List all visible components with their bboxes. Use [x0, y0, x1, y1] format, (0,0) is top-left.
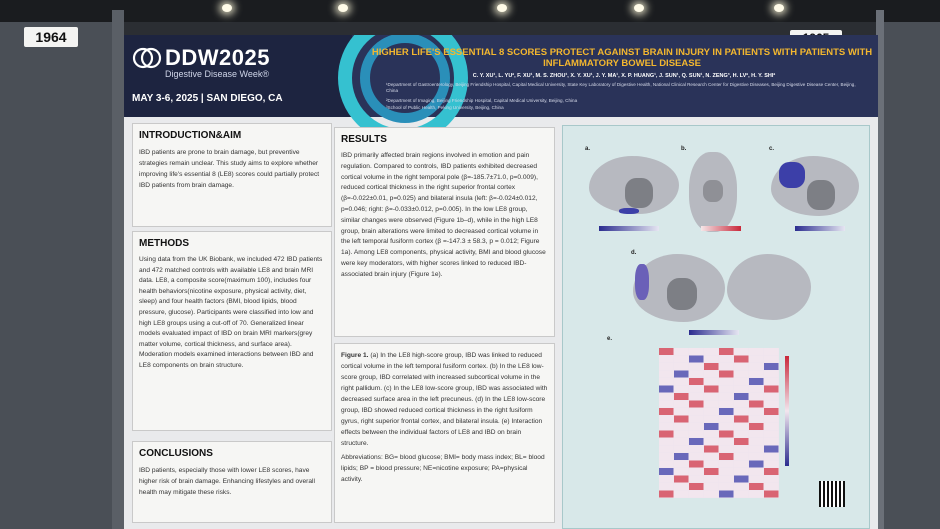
- heatmap-cell: [764, 378, 779, 385]
- figure-1: [562, 125, 870, 529]
- heatmap-cell: [689, 483, 704, 490]
- heatmap-cell: [764, 453, 779, 460]
- abbreviations: Abbreviations: BG= blood glucose; BMI= body mass index; BL= blood lipids; BP = blood pressure; NE=nicotine exposure; PA=physical activity.: [341, 454, 545, 483]
- heatmap-cell: [719, 393, 734, 400]
- heatmap-cell: [659, 363, 674, 370]
- brain-stem: [625, 178, 653, 208]
- methods-heading: METHODS: [139, 238, 189, 249]
- heatmap-cell: [704, 453, 719, 460]
- heatmap-cell: [689, 431, 704, 438]
- heatmap-cell: [659, 393, 674, 400]
- heatmap-cell: [704, 371, 719, 378]
- heatmap-cell: [674, 348, 689, 355]
- colorbar-a: [599, 226, 659, 231]
- heatmap-cell: [659, 461, 674, 468]
- heatmap-cell: [764, 423, 779, 430]
- heatmap-cell: [689, 423, 704, 430]
- heatmap-cell: [689, 438, 704, 445]
- heatmap-cell: [749, 483, 764, 490]
- colorbar-b: [701, 226, 741, 231]
- ceiling-light: [222, 4, 232, 12]
- panel-label-c: c.: [769, 146, 775, 152]
- heatmap-cell: [734, 483, 749, 490]
- heatmap-cell: [734, 438, 749, 445]
- heatmap-cell: [734, 491, 749, 498]
- heatmap-cell: [719, 386, 734, 393]
- heatmap-cell: [659, 476, 674, 483]
- heatmap-cell: [674, 431, 689, 438]
- heatmap-cell: [689, 416, 704, 423]
- heatmap-cell: [719, 423, 734, 430]
- heatmap-cell: [689, 393, 704, 400]
- heatmap-cell: [689, 363, 704, 370]
- heatmap-cell: [749, 431, 764, 438]
- heatmap-cell: [749, 453, 764, 460]
- heatmap-cell: [689, 401, 704, 408]
- panel-label-b: b.: [681, 146, 687, 152]
- figure-caption-lead: Figure 1.: [341, 352, 369, 359]
- heatmap-cell: [674, 371, 689, 378]
- heatmap-cell: [659, 371, 674, 378]
- methods-text: Using data from the UK Biobank, we included 472 IBD patients and 472 matched controls with available LE8 and brain MRI data. LE8, a composite score(maximum 100), includes four health behaviors(nicotine exposure, physical activity, diet, sleep) and four health factors (BMI, blood lipids, blood pressure, glucose). Participants were classified into low and high LE8 groups using a cut-off of 70. Generalized linear models evaluated impact of IBD on brain MRI markers(grey matter volume, cortical thickness, and surface area). Moderation models examined interactions between IBD and LE8 components on brain structure.: [139, 256, 323, 369]
- heatmap-cell: [734, 348, 749, 355]
- heatmap-cell: [704, 401, 719, 408]
- heatmap-cell: [689, 491, 704, 498]
- booth-number-left: 1964: [24, 27, 78, 47]
- heatmap-cell: [749, 423, 764, 430]
- heatmap-cell: [734, 371, 749, 378]
- heatmap-cell: [674, 438, 689, 445]
- heatmap-cell: [674, 416, 689, 423]
- heatmap-cell: [704, 491, 719, 498]
- heatmap-cell: [704, 378, 719, 385]
- heatmap-cell: [689, 378, 704, 385]
- conclusions-text: IBD patients, especially those with lower LE8 scores, have higher risk of brain damage. Enhancing lifestyles and overall health may mitigate these risks.: [139, 467, 315, 496]
- affiliation-1: ¹Department of Gastroenterology, Beijing Friendship Hospital, Capital Medical University, State Key Laboratory of Digestive Health, National Clinical Research Center for Digestive Diseases, Beijing Digestive Disease Center, Beijing, China: [386, 82, 856, 93]
- heatmap-cell: [659, 348, 674, 355]
- heatmap-cell: [659, 416, 674, 423]
- heatmap-cell: [704, 438, 719, 445]
- heatmap-cell: [719, 446, 734, 453]
- heatmap-cell: [764, 401, 779, 408]
- affiliation-2: ²Department of Imaging, Beijing Friendship Hospital, Capital Medical University, Beijing, China: [386, 98, 578, 103]
- heatmap-cell: [749, 461, 764, 468]
- heatmap-cell: [764, 483, 779, 490]
- heatmap-cell: [764, 416, 779, 423]
- heatmap-cell: [734, 461, 749, 468]
- heatmap-cell: [719, 416, 734, 423]
- highlight-region: [619, 208, 639, 214]
- heatmap-cell: [659, 401, 674, 408]
- heatmap-cell: [659, 378, 674, 385]
- heatmap-cell: [659, 356, 674, 363]
- heatmap-cell: [674, 453, 689, 460]
- heatmap-cell: [659, 483, 674, 490]
- heatmap-cell: [674, 483, 689, 490]
- heatmap-cell: [764, 348, 779, 355]
- heatmap-cell: [719, 363, 734, 370]
- heatmap-cell: [749, 386, 764, 393]
- heatmap-cell: [704, 483, 719, 490]
- heatmap-cell: [704, 416, 719, 423]
- heatmap-cell: [764, 408, 779, 415]
- heatmap-cell: [689, 386, 704, 393]
- heatmap-cell: [719, 348, 734, 355]
- header-left: [124, 35, 352, 117]
- heatmap-cell: [674, 491, 689, 498]
- heatmap-cell: [674, 356, 689, 363]
- heatmap-cell: [674, 393, 689, 400]
- heatmap-cell: [674, 378, 689, 385]
- ceiling-light: [338, 4, 348, 12]
- heatmap-cell: [689, 468, 704, 475]
- heatmap: [659, 348, 779, 498]
- ceiling-light: [774, 4, 784, 12]
- heatmap-cell: [749, 416, 764, 423]
- heatmap-cell: [719, 461, 734, 468]
- heatmap-cell: [719, 431, 734, 438]
- heatmap-cell: [719, 408, 734, 415]
- heatmap-cell: [719, 356, 734, 363]
- heatmap-cell: [719, 468, 734, 475]
- heatmap-cell: [704, 423, 719, 430]
- heatmap-cell: [674, 461, 689, 468]
- left-board: [0, 22, 112, 529]
- affiliation-3: ³School of Public Health, Peking University, Beijing, China: [386, 105, 504, 110]
- heatmap-cell: [689, 356, 704, 363]
- poster: [124, 35, 878, 529]
- heatmap-cell: [764, 446, 779, 453]
- heatmap-cell: [734, 401, 749, 408]
- heatmap-cell: [674, 401, 689, 408]
- heatmap-cell: [764, 468, 779, 475]
- heatmap-cell: [734, 453, 749, 460]
- heatmap-cell: [674, 386, 689, 393]
- heatmap-cell: [734, 423, 749, 430]
- heatmap-cell: [659, 468, 674, 475]
- heatmap-cell: [734, 386, 749, 393]
- heatmap-cell: [719, 401, 734, 408]
- heatmap-cell: [749, 408, 764, 415]
- ceiling: [0, 0, 940, 22]
- heatmap-cell: [719, 438, 734, 445]
- brain-stem: [667, 278, 697, 310]
- heatmap-cell: [764, 356, 779, 363]
- heatmap-cell: [749, 348, 764, 355]
- intro-text: IBD patients are prone to brain damage, but preventive strategies remain unclear. This study aims to explore whether improving life's essential 8 (LE8) scores could partially protect IBD patients from brain damage.: [139, 149, 320, 189]
- panel-label-d: d.: [631, 250, 637, 256]
- heatmap-cell: [764, 461, 779, 468]
- heatmap-cell: [749, 393, 764, 400]
- ceiling-light: [497, 4, 507, 12]
- heatmap-cell: [764, 363, 779, 370]
- right-board: [878, 22, 940, 529]
- heatmap-cell: [689, 408, 704, 415]
- heatmap-cell: [704, 431, 719, 438]
- heatmap-cell: [719, 371, 734, 378]
- heatmap-cell: [689, 371, 704, 378]
- heatmap-cell: [749, 476, 764, 483]
- figure-caption: [341, 350, 548, 449]
- heatmap-cell: [704, 356, 719, 363]
- heatmap-cell: [674, 363, 689, 370]
- heatmap-cell: [734, 468, 749, 475]
- heatmap-cell: [734, 363, 749, 370]
- heatmap-cell: [749, 491, 764, 498]
- results-heading: RESULTS: [341, 134, 387, 145]
- heatmap-cell: [704, 476, 719, 483]
- conference-dates: MAY 3-6, 2025 | SAN DIEGO, CA: [132, 93, 283, 104]
- colorbar-d: [689, 330, 739, 335]
- heatmap-cell: [659, 438, 674, 445]
- results-section: [334, 127, 555, 337]
- brain-image-d-right: [727, 254, 811, 320]
- panel-label-e: e.: [607, 336, 613, 342]
- poster-title: HIGHER LIFE'S ESSENTIAL 8 SCORES PROTECT AGAINST BRAIN INJURY IN PATIENTS WITH PATIENTS WITH INFLAMMATORY BOWEL DISEASE: [371, 47, 873, 69]
- heatmap-cell: [749, 446, 764, 453]
- heatmap-cell: [734, 356, 749, 363]
- heatmap-cell: [689, 348, 704, 355]
- logo-text: DDW2025: [165, 45, 270, 70]
- heatmap-cell: [764, 476, 779, 483]
- heatmap-cell: [764, 491, 779, 498]
- heatmap-cell: [749, 371, 764, 378]
- heatmap-cell: [764, 371, 779, 378]
- heatmap-cell: [704, 408, 719, 415]
- heatmap-cell: [689, 446, 704, 453]
- heatmap-cell: [674, 408, 689, 415]
- heatmap-cell: [659, 408, 674, 415]
- heatmap-cell: [764, 431, 779, 438]
- heatmap-cell: [734, 431, 749, 438]
- heatmap-cell: [689, 476, 704, 483]
- authors: C. Y. XU¹, L. YU², F. XU¹, M. S. ZHOU¹, X. Y. XU¹, J. Y. MA¹, X. P. HUANG¹, J. SUN¹, Q. SUN¹, N. ZENG³, H. LV², H. Y. SHI²: [472, 73, 776, 79]
- intro-heading: INTRODUCTION&AIM: [139, 130, 242, 141]
- heatmap-cell: [749, 356, 764, 363]
- ddw-logo-icon: [132, 47, 162, 69]
- heatmap-cell: [719, 378, 734, 385]
- heatmap-cell: [704, 348, 719, 355]
- heatmap-cell: [659, 446, 674, 453]
- heatmap-cell: [734, 378, 749, 385]
- heatmap-cell: [659, 386, 674, 393]
- logo-subtitle: Digestive Disease Week®: [165, 69, 270, 79]
- heatmap-cell: [719, 453, 734, 460]
- highlight-region: [779, 162, 805, 188]
- heatmap-cell: [674, 468, 689, 475]
- heatmap-cell: [734, 393, 749, 400]
- heatmap-cell: [704, 363, 719, 370]
- heatmap-cell: [689, 453, 704, 460]
- heatmap-cell: [764, 393, 779, 400]
- intro-section: [132, 123, 332, 227]
- figure-caption-box: [334, 343, 555, 523]
- heatmap-cell: [674, 423, 689, 430]
- heatmap-cell: [659, 491, 674, 498]
- conclusions-section: [132, 441, 332, 523]
- heatmap-cell: [659, 453, 674, 460]
- conclusions-heading: CONCLUSIONS: [139, 448, 213, 459]
- results-text: IBD primarily affected brain regions involved in emotion and pain regulation. Compared to controls, IBD patients exhibited decreased cortical volume in the right temporal pole (β=-185.7±71.0, p=0.009), reduced cortical thickness in the right superior frontal cortex (β=-0.022±0.01, p=0.025) and bilateral insula (left: β=-0.024±0.012, p=0.046; right: β=-0.033±0.012, p=0.005). In the low LE8 group, similar changes were observed (Figure 1b–d), while in the high LE8 group, brain alterations were limited to decreased cortical volume in the left temporal fusiform cortex (β =-147.3 ± 58.3, p = 0.012; Figure 1a). Among LE8 components, physical activity, BMI and blood glucose were key moderators, with higher scores linked to reduced IBD-associated brain injury (Figure 1e).: [341, 152, 546, 278]
- heatmap-cell: [749, 401, 764, 408]
- heatmap-cell: [704, 393, 719, 400]
- heatmap-cell: [659, 423, 674, 430]
- heatmap-cell: [704, 468, 719, 475]
- figure-caption-text: (a) In the LE8 high-score group, IBD was linked to reduced cortical volume in the left temporal fusiform cortex. (b) In the LE8 low-score group, IBD correlated with increased subcortical volume in the right pallidum. (c) In the LE8 low-score group, IBD was associated with decreased surface area in the left precuneus. (d) In the LE8 low-score group, IBD showed reduced cortical thickness in the right fusiform gyrus, right superior frontal cortex, and bilateral insula. (e) Interaction effects between the individual factors of LE8 and IBD on brain structure.: [341, 352, 548, 447]
- highlight-region: [635, 264, 649, 300]
- heatmap-cell: [719, 476, 734, 483]
- heatmap-cell: [674, 476, 689, 483]
- heatmap-cell: [659, 431, 674, 438]
- colorbar-c: [795, 226, 845, 231]
- heatmap-cell: [749, 378, 764, 385]
- heatmap-cell: [734, 408, 749, 415]
- heatmap-cell: [704, 386, 719, 393]
- brain-stem: [807, 180, 835, 210]
- heatmap-cell: [719, 483, 734, 490]
- heatmap-cells: [659, 348, 779, 498]
- qr-code: [819, 481, 845, 507]
- heatmap-cell: [704, 461, 719, 468]
- heatmap-cell: [704, 446, 719, 453]
- brain-stem: [703, 180, 723, 202]
- heatmap-cell: [749, 363, 764, 370]
- heatmap-cell: [764, 438, 779, 445]
- heatmap-cell: [734, 446, 749, 453]
- heatmap-colorbar: [785, 356, 789, 466]
- heatmap-cell: [734, 476, 749, 483]
- heatmap-cell: [689, 461, 704, 468]
- heatmap-cell: [749, 468, 764, 475]
- heatmap-cell: [764, 386, 779, 393]
- methods-section: [132, 231, 332, 431]
- heatmap-cell: [734, 416, 749, 423]
- ceiling-light: [634, 4, 644, 12]
- heatmap-cell: [719, 491, 734, 498]
- board-frame: [112, 10, 124, 529]
- heatmap-cell: [749, 438, 764, 445]
- panel-label-a: a.: [585, 146, 591, 152]
- heatmap-cell: [674, 446, 689, 453]
- ddw-logo: [132, 45, 270, 79]
